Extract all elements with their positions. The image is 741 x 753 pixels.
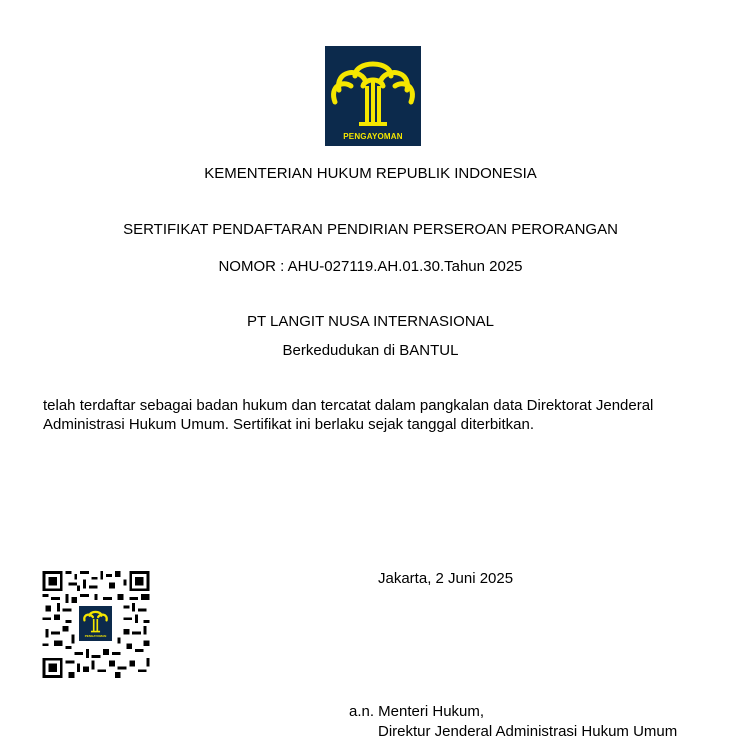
- logo-caption: PENGAYOMAN: [343, 132, 403, 141]
- tree-emblem-icon: [79, 606, 112, 634]
- certificate-statement: [43, 396, 723, 434]
- place-date: Jakarta, 2 Juni 2025: [378, 570, 514, 587]
- company-name: PT LANGIT NUSA INTERNASIONAL: [246, 313, 494, 330]
- qr-logo-caption: PENGAYOMAN: [84, 634, 107, 638]
- certificate-title: SERTIFIKAT PENDAFTARAN PENDIRIAN PERSEROAN PERORANGAN: [123, 221, 618, 238]
- certificate-number: NOMOR : AHU-027119.AH.01.30.Tahun 2025: [218, 258, 523, 275]
- ministry-name: KEMENTERIAN HUKUM REPUBLIK INDONESIA: [204, 165, 537, 182]
- on-behalf-line: a.n. Menteri Hukum,: [349, 703, 485, 720]
- official-title: Direktur Jenderal Administrasi Hukum Umum: [378, 723, 678, 740]
- tree-emblem-icon: [325, 46, 421, 132]
- statement-line-1: telah terdaftar sebagai badan hukum dan tercatat dalam pangkalan data Direktorat Jenderal: [43, 397, 654, 414]
- qr-center-logo: [79, 606, 112, 641]
- company-domicile: Berkedudukan di BANTUL: [282, 342, 459, 359]
- pengayoman-logo: [325, 46, 421, 146]
- statement-line-2: Administrasi Hukum Umum. Sertifikat ini berlaku sejak tanggal diterbitkan.: [43, 416, 535, 433]
